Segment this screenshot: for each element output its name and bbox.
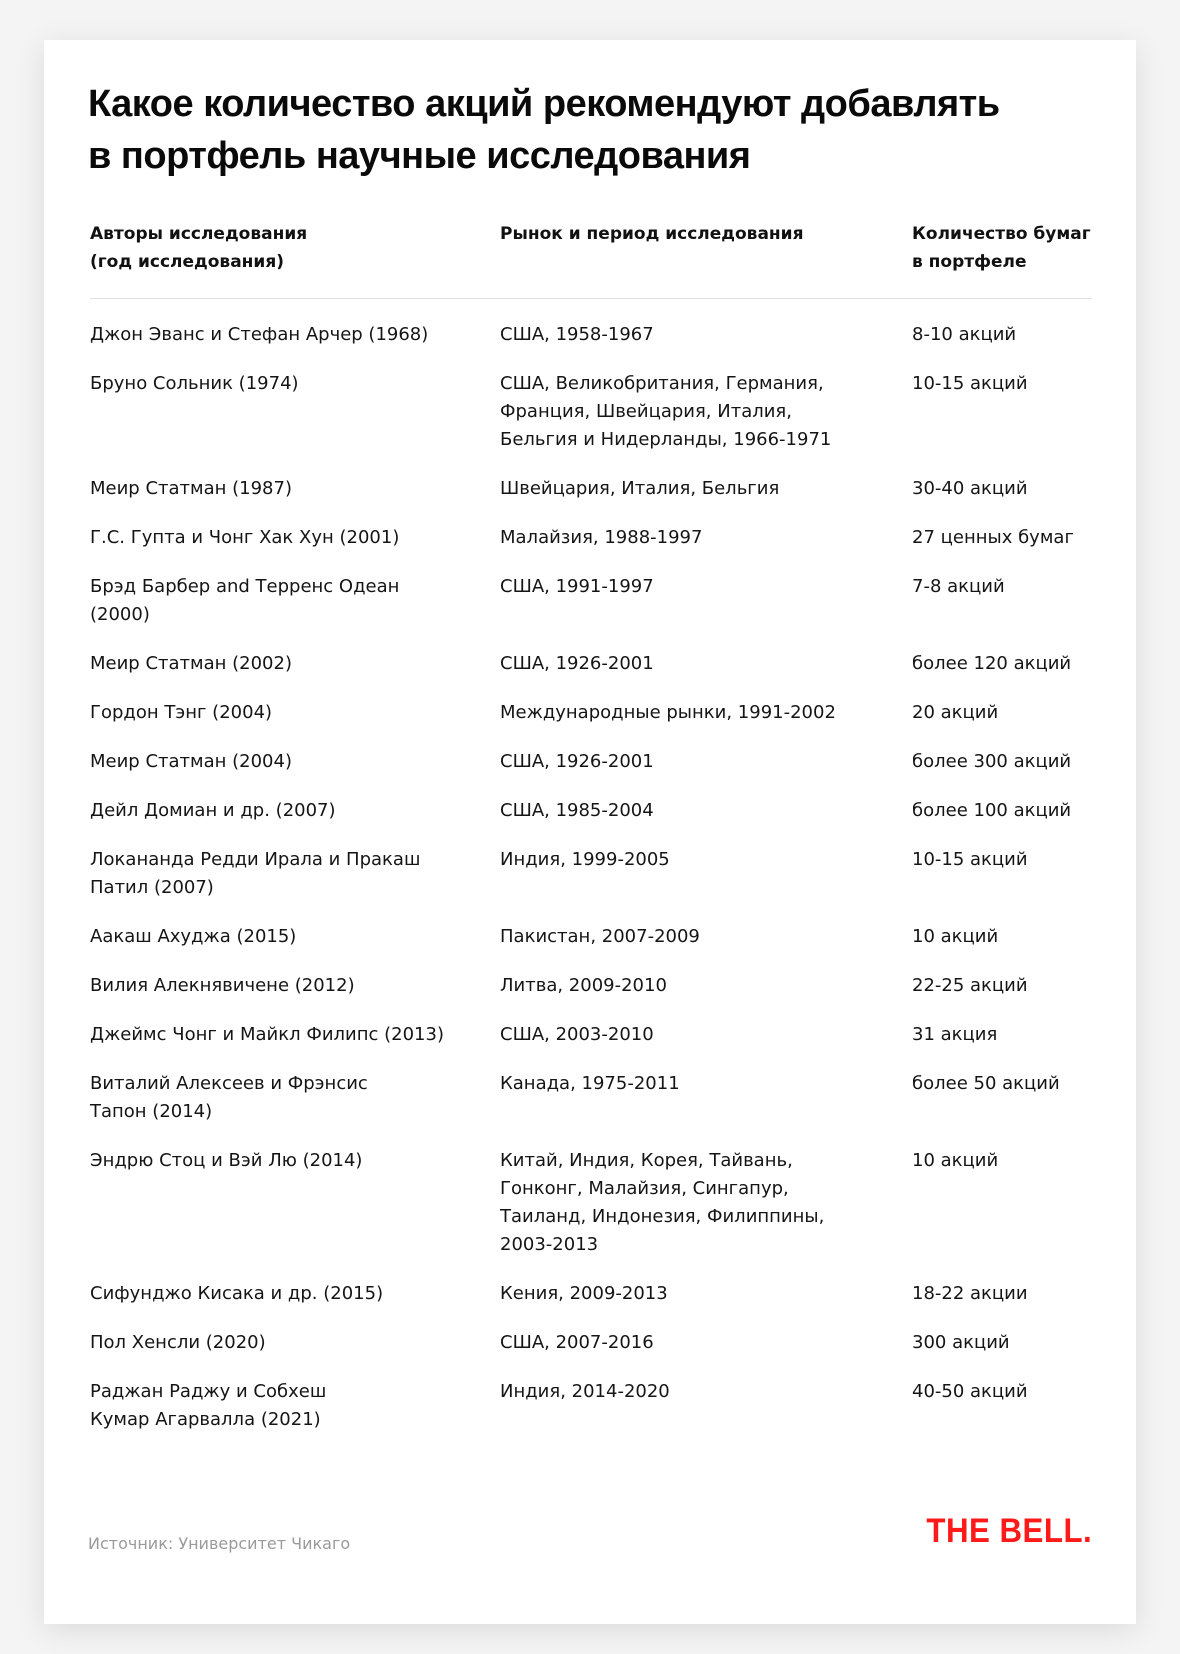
cell-authors: Раджан Раджу и Собхеш Кумар Агарвалла (2021)	[90, 1381, 327, 1430]
cell-count: 10-15 акций	[912, 849, 1028, 870]
cell-count: более 100 акций	[912, 800, 1072, 821]
table-row	[90, 1021, 1092, 1049]
cell-market: Малайзия, 1988-1997	[500, 527, 703, 548]
cell-market: Пакистан, 2007-2009	[500, 926, 700, 947]
cell-count: 7-8 акций	[912, 576, 1005, 597]
cell-market: Литва, 2009-2010	[500, 975, 667, 996]
cell-market: Индия, 1999-2005	[500, 849, 670, 870]
table-row	[90, 370, 1092, 454]
page-title: Какое количество акций рекомендуют добавлять в портфель научные исследования	[88, 83, 1000, 177]
table-header	[90, 220, 1092, 299]
the-bell-logo: THE BELL.	[926, 1512, 1092, 1550]
table-row	[90, 321, 1092, 349]
cell-count: 10 акций	[912, 1150, 999, 1171]
cell-authors: Брэд Барбер and Терренс Одеан (2000)	[90, 576, 400, 625]
cell-authors: Эндрю Стоц и Вэй Лю (2014)	[90, 1150, 363, 1171]
cell-market: США, 1958-1967	[500, 324, 654, 345]
table-row	[90, 797, 1092, 825]
table-row	[90, 1280, 1092, 1308]
source-note: Источник: Университет Чикаго	[88, 1534, 351, 1553]
cell-count: 27 ценных бумаг	[912, 527, 1074, 548]
cell-authors: Вилия Алекнявичене (2012)	[90, 975, 355, 996]
cell-count: более 300 акций	[912, 751, 1072, 772]
cell-market: Канада, 1975-2011	[500, 1073, 680, 1094]
table-row	[90, 1329, 1092, 1357]
cell-market: США, 1926-2001	[500, 751, 654, 772]
cell-authors: Дейл Домиан и др. (2007)	[90, 800, 336, 821]
cell-authors: Аакаш Ахуджа (2015)	[90, 926, 297, 947]
table-row	[90, 1070, 1092, 1126]
cell-count: 20 акций	[912, 702, 999, 723]
cell-authors: Виталий Алексеев и Фрэнсис Тапон (2014)	[90, 1073, 368, 1122]
cell-authors: Гордон Тэнг (2004)	[90, 702, 273, 723]
table-row	[90, 748, 1092, 776]
table-row	[90, 524, 1092, 552]
cell-authors: Сифунджо Кисака и др. (2015)	[90, 1283, 384, 1304]
cell-authors: Локананда Редди Ирала и Пракаш Патил (2007)	[90, 849, 421, 898]
table-row	[90, 650, 1092, 678]
cell-market: США, 2003-2010	[500, 1024, 654, 1045]
column-header-market: Рынок и период исследования	[500, 224, 804, 244]
cell-authors: Бруно Сольник (1974)	[90, 373, 299, 394]
infographic-card	[44, 40, 1136, 1624]
table-row	[90, 1378, 1092, 1434]
cell-market: Швейцария, Италия, Бельгия	[500, 478, 780, 499]
cell-count: 30-40 акций	[912, 478, 1028, 499]
table-row	[90, 923, 1092, 951]
column-header-count: Количество бумаг в портфеле	[912, 224, 1091, 272]
table-row	[90, 573, 1092, 629]
cell-count: 300 акций	[912, 1332, 1010, 1353]
cell-authors: Джеймс Чонг и Майкл Филипс (2013)	[90, 1024, 444, 1045]
cell-authors: Джон Эванс и Стефан Арчер (1968)	[90, 324, 429, 345]
cell-authors: Пол Хенсли (2020)	[90, 1332, 266, 1353]
cell-authors: Г.С. Гупта и Чонг Хак Хун (2001)	[90, 527, 400, 548]
cell-count: 22-25 акций	[912, 975, 1028, 996]
cell-market: Китай, Индия, Корея, Тайвань, Гонконг, Малайзия, Сингапур, Таиланд, Индонезия, Филиппины, 2003-2013	[500, 1150, 825, 1255]
cell-market: США, 2007-2016	[500, 1332, 654, 1353]
cell-market: Кения, 2009-2013	[500, 1283, 668, 1304]
cell-market: США, Великобритания, Германия, Франция, Швейцария, Италия, Бельгия и Нидерланды, 1966-1971	[500, 373, 832, 450]
cell-count: 8-10 акций	[912, 324, 1017, 345]
table-row	[90, 972, 1092, 1000]
cell-count: 31 акция	[912, 1024, 998, 1045]
cell-count: более 50 акций	[912, 1073, 1060, 1094]
cell-market: Индия, 2014-2020	[500, 1381, 670, 1402]
table-row	[90, 1147, 1092, 1259]
column-header-authors: Авторы исследования (год исследования)	[90, 224, 308, 272]
table-row	[90, 475, 1092, 503]
cell-count: 10-15 акций	[912, 373, 1028, 394]
table-row	[90, 699, 1092, 727]
cell-count: более 120 акций	[912, 653, 1072, 674]
table-body	[90, 299, 1092, 1434]
cell-market: США, 1985-2004	[500, 800, 654, 821]
cell-count: 40-50 акций	[912, 1381, 1028, 1402]
cell-count: 18-22 акции	[912, 1283, 1028, 1304]
table-row	[90, 846, 1092, 902]
cell-market: США, 1991-1997	[500, 576, 654, 597]
cell-authors: Меир Статман (2002)	[90, 653, 292, 674]
studies-table	[90, 220, 1092, 1455]
cell-market: Международные рынки, 1991-2002	[500, 702, 836, 723]
cell-authors: Меир Статман (1987)	[90, 478, 292, 499]
cell-authors: Меир Статман (2004)	[90, 751, 292, 772]
cell-count: 10 акций	[912, 926, 999, 947]
cell-market: США, 1926-2001	[500, 653, 654, 674]
